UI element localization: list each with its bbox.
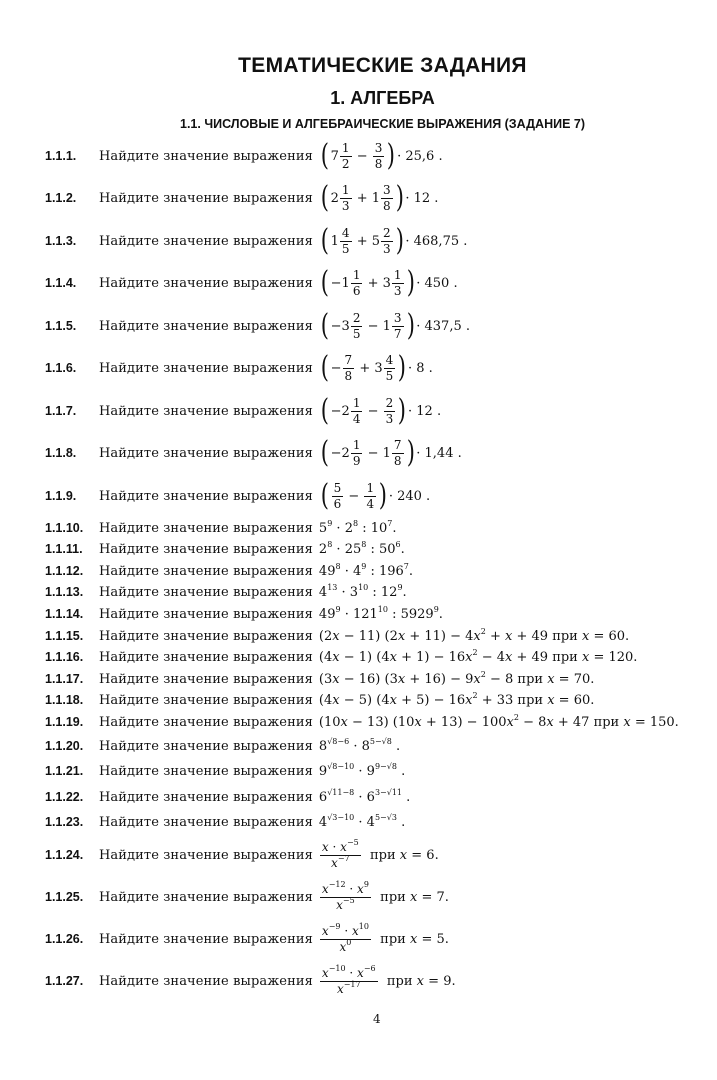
task-prompt: Найдите значение выражения — [99, 606, 313, 622]
subsection-title: 1.1. ЧИСЛОВЫЕ И АЛГЕБРАИЧЕСКИЕ ВЫРАЖЕНИЯ (ЗАДАНИЕ 7) — [180, 117, 585, 131]
task-1-1-23 — [45, 812, 405, 832]
task-1-1-19 — [45, 712, 679, 732]
task-1-1-2 — [45, 180, 439, 215]
task-1-1-18 — [45, 690, 594, 710]
task-prompt: Найдите значение выражения — [99, 692, 313, 708]
math-expression: (10x − 13) $(10x + 13) - 100x^2 - 8x + 47$ при x = 150. — [318, 712, 679, 730]
task-number: 1.1.24. — [45, 848, 84, 862]
task-prompt: Найдите значение выражения — [99, 520, 313, 536]
math-expression: ( 7 $\frac{1}{2}$ − $\frac{3}{8}$ ) · 25,6 . — [320, 138, 443, 173]
task-number: 1.1.13. — [45, 585, 84, 599]
task-prompt: Найдите значение выражения — [99, 714, 313, 730]
task-1-1-27 — [45, 963, 456, 996]
task-number: 1.1.17. — [45, 672, 84, 686]
task-number: 1.1.10. — [45, 521, 84, 535]
math-expression: $\frac{x^{-12} \cdot x^9}{x^{-5}}$ при x = 7 . — [321, 879, 449, 912]
task-prompt: Найдите значение выражения — [99, 148, 313, 164]
task-prompt: Найдите значение выражения — [99, 584, 313, 600]
task-prompt: Найдите значение выражения — [99, 233, 313, 249]
task-1-1-26 — [45, 921, 449, 954]
math-expression: ( $\frac{5}{6}$ − $\frac{1}{4}$ ) · 240 . — [320, 478, 431, 513]
task-number: 1.1.11. — [45, 542, 83, 556]
math-expression: $49^8 \cdot 4^9$ : $196^7$. — [318, 561, 414, 579]
math-expression: ( 2 $\frac{1}{3}$ + 1 $\frac{3}{8}$ ) · 12 . — [320, 180, 439, 215]
task-prompt: Найдите значение выражения — [99, 541, 313, 557]
task-number: 1.1.5. — [45, 319, 77, 333]
task-prompt: Найдите значение выражения — [99, 973, 313, 989]
task-1-1-20 — [45, 736, 400, 756]
math-expression: (2x − 11) $(2x + 11) - 4x^2 + x + 49$ при x = 60. — [318, 626, 630, 644]
page-heading: ТЕМАТИЧЕСКИЕ ЗАДАНИЯ — [238, 54, 527, 77]
math-expression: $9^{√8-10} \cdot 9^{9-√8}$ . — [318, 761, 406, 779]
task-number: 1.1.4. — [45, 276, 77, 290]
math-expression: ( −3 $\frac{2}{5}$ − 1 $\frac{3}{7}$ ) · 437,5 . — [320, 308, 470, 343]
task-1-1-5 — [45, 308, 470, 343]
task-prompt: Найдите значение выражения — [99, 738, 313, 754]
task-prompt: Найдите значение выражения — [99, 649, 313, 665]
task-prompt: Найдите значение выражения — [99, 628, 313, 644]
math-expression: $\frac{x^{-9} \cdot x^{10}}{x^0}$ при x = 5 . — [321, 921, 449, 954]
task-number: 1.1.21. — [45, 764, 84, 778]
task-1-1-21 — [45, 761, 405, 781]
math-expression: (3x − 16) $(3x + 16) - 9x^2 - 8$ при x = 70. — [318, 669, 595, 687]
task-prompt: Найдите значение выражения — [99, 190, 313, 206]
math-expression: ( 1 $\frac{4}{5}$ + 5 $\frac{2}{3}$ ) · 468,75 . — [320, 223, 468, 258]
task-prompt: Найдите значение выражения — [99, 931, 313, 947]
task-number: 1.1.19. — [45, 715, 84, 729]
task-number: 1.1.2. — [45, 191, 77, 205]
task-prompt: Найдите значение выражения — [99, 488, 313, 504]
task-1-1-4 — [45, 265, 458, 300]
task-1-1-13 — [45, 582, 407, 602]
section-title: 1. АЛГЕБРА — [330, 88, 435, 108]
math-expression: $6^{√11-8} \cdot 6^{3-√11}$ . — [318, 787, 411, 805]
task-1-1-6 — [45, 350, 433, 385]
task-prompt: Найдите значение выражения — [99, 889, 313, 905]
math-expression: $\frac{x^{-10} \cdot x^{-6}}{x^{-17}}$ при x = 9 . — [321, 963, 456, 996]
task-prompt: Найдите значение выражения — [99, 671, 313, 687]
math-expression: (4x − 1) $(4x + 1) - 16x^2 - 4x + 49$ при x = 120. — [318, 647, 638, 665]
math-expression: $\frac{x \cdot x^{-5}}{x^{-7}}$ при x = 6 . — [321, 837, 439, 870]
task-number: 1.1.27. — [45, 974, 84, 988]
task-number: 1.1.26. — [45, 932, 84, 946]
task-prompt: Найдите значение выражения — [99, 763, 313, 779]
task-number: 1.1.22. — [45, 790, 84, 804]
task-number: 1.1.16. — [45, 650, 84, 664]
task-prompt: Найдите значение выражения — [99, 445, 313, 461]
task-number: 1.1.8. — [45, 446, 77, 460]
task-1-1-16 — [45, 647, 637, 667]
task-number: 1.1.14. — [45, 607, 84, 621]
task-number: 1.1.1. — [45, 149, 77, 163]
math-expression: ( −2 $\frac{1}{4}$ − $\frac{2}{3}$ ) · 12 . — [320, 393, 442, 428]
task-number: 1.1.12. — [45, 564, 84, 578]
task-number: 1.1.23. — [45, 815, 84, 829]
task-prompt: Найдите значение выражения — [99, 360, 313, 376]
task-1-1-25 — [45, 879, 449, 912]
math-expression: ( −1 $\frac{1}{6}$ + 3 $\frac{1}{3}$ ) · 450 . — [320, 265, 458, 300]
task-prompt: Найдите значение выражения — [99, 814, 313, 830]
task-1-1-11 — [45, 539, 405, 559]
task-1-1-10 — [45, 518, 396, 538]
task-1-1-12 — [45, 561, 413, 581]
math-expression: ( −2 $\frac{1}{9}$ − 1 $\frac{7}{8}$ ) · 1,44 . — [320, 435, 462, 470]
task-1-1-7 — [45, 393, 442, 428]
task-1-1-22 — [45, 787, 410, 807]
math-expression: $2^8 \cdot 25^8$ : $50^6$. — [318, 539, 405, 557]
task-prompt: Найдите значение выражения — [99, 789, 313, 805]
task-1-1-24 — [45, 837, 439, 870]
math-expression: ( − $\frac{7}{8}$ + 3 $\frac{4}{5}$ ) · 8 . — [320, 350, 433, 385]
task-prompt: Найдите значение выражения — [99, 275, 313, 291]
task-1-1-1 — [45, 138, 443, 173]
task-number: 1.1.15. — [45, 629, 84, 643]
task-number: 1.1.18. — [45, 693, 84, 707]
task-prompt: Найдите значение выражения — [99, 318, 313, 334]
task-1-1-14 — [45, 604, 443, 624]
task-number: 1.1.9. — [45, 489, 77, 503]
task-prompt: Найдите значение выражения — [99, 563, 313, 579]
math-expression: (4x − 5) $(4x + 5) - 16x^2 + 33$ при x = 60. — [318, 690, 595, 708]
math-expression: $5^9 \cdot 2^8$ : $10^7$. — [318, 518, 397, 536]
task-1-1-9 — [45, 478, 431, 513]
task-number: 1.1.6. — [45, 361, 77, 375]
task-prompt: Найдите значение выражения — [99, 847, 313, 863]
task-1-1-15 — [45, 626, 629, 646]
page-number: 4 — [373, 1012, 381, 1026]
math-expression: $8^{√8-6} \cdot 8^{5-√8}$ . — [318, 736, 401, 754]
task-number: 1.1.3. — [45, 234, 77, 248]
math-expression: $4^{√3-10} \cdot 4^{5-√3}$ . — [318, 812, 406, 830]
task-number: 1.1.20. — [45, 739, 84, 753]
math-expression: $4^{13} \cdot 3^{10}$ : $12^9$. — [318, 582, 407, 600]
task-number: 1.1.25. — [45, 890, 84, 904]
math-expression: $49^9 \cdot 121^{10}$ : 5929$^9$. — [318, 604, 443, 622]
task-prompt: Найдите значение выражения — [99, 403, 313, 419]
task-1-1-17 — [45, 669, 594, 689]
task-1-1-8 — [45, 435, 462, 470]
task-number: 1.1.7. — [45, 404, 77, 418]
task-1-1-3 — [45, 223, 468, 258]
